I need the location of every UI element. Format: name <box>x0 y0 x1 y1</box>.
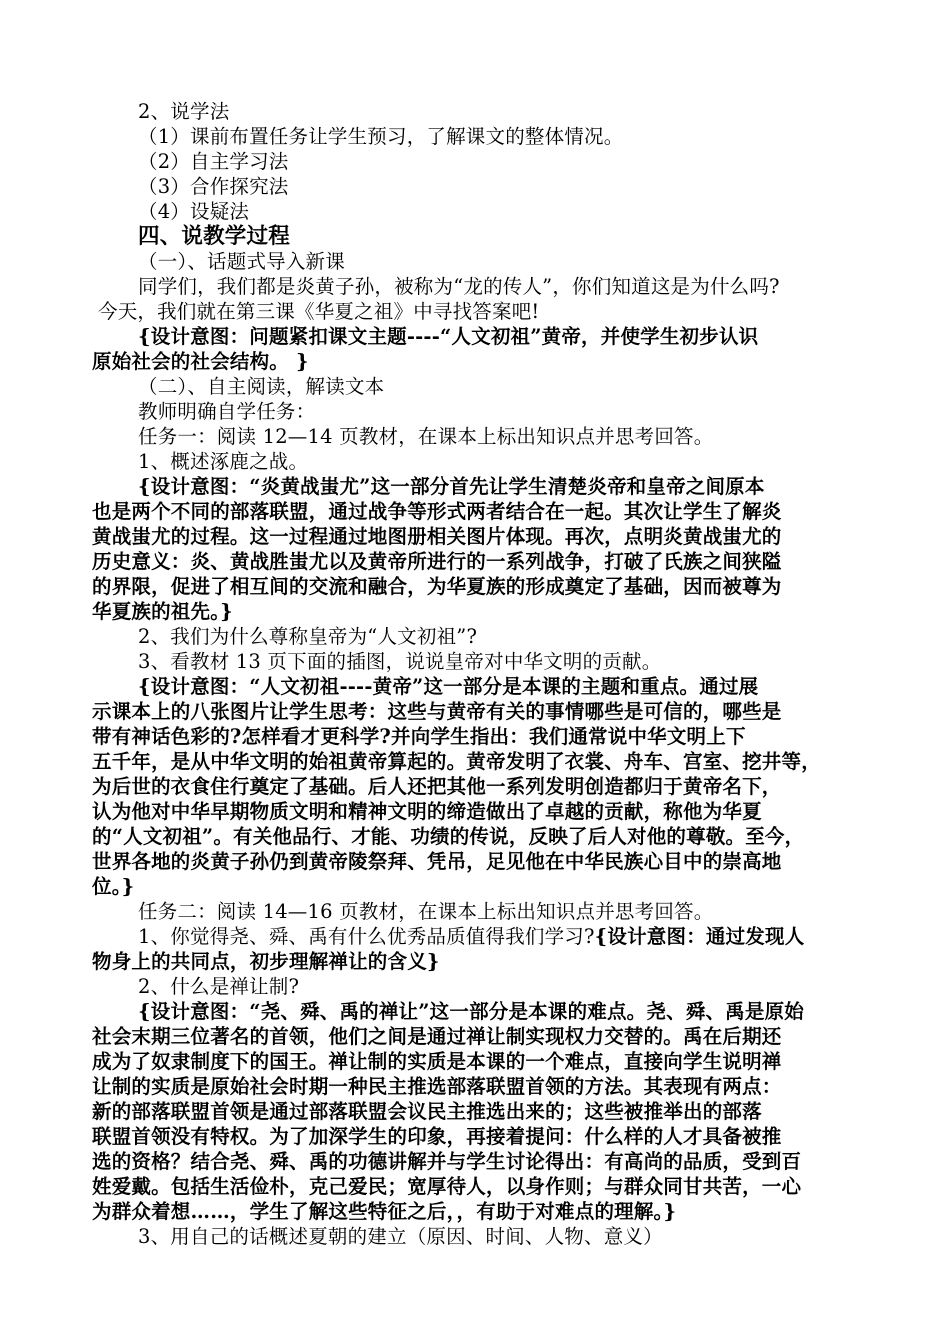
design-intent-text: 历史意义：炎、黄战胜蚩尤以及黄帝所进行的一系列战争，打破了氏族之间狭隘 <box>92 550 782 573</box>
design-intent-text: 联盟首领没有特权。为了加深学生的印象，再接着提问：什么样的人才具备被推 <box>92 1125 782 1148</box>
design-intent-text: 也是两个不同的部落联盟，通过战争等形式两者结合在一起。其次让学生了解炎 <box>92 500 782 523</box>
design-intent-text: {设计意图：通过发现人 <box>594 925 805 948</box>
design-intent-text: 为后世的衣食住行奠定了基础。后人还把其他一系列发明创造都归于黄帝名下， <box>92 775 782 798</box>
design-intent-text: 物身上的共同点，初步理解禅让的含义} <box>92 950 440 973</box>
design-intent-text: 带有神话色彩的?怎样看才更科学?并向学生指出：我们通常说中华文明上下 <box>92 725 746 748</box>
design-intent-text: {设计意图：问题紧扣课文主题----“人文初祖”黄帝，并使学生初步认识 <box>138 325 759 348</box>
design-intent-text: {设计意图：“人文初祖----黄帝”这一部分是本课的主题和重点。通过展 <box>138 675 759 698</box>
subsection-heading: （二）、自主阅读，解读文本 <box>138 375 385 398</box>
design-intent-text: 示课本上的八张图片让学生思考：这些与黄帝有关的事情哪些是可信的，哪些是 <box>92 700 782 723</box>
design-intent-text: 位。} <box>92 875 135 898</box>
text-line: 同学们，我们都是炎黄子孙，被称为“龙的传人”，你们知道这是为什么吗? <box>138 275 780 298</box>
text-line: 任务二：阅读 14—16 页教材，在课本上标出知识点并思考回答。 <box>138 900 714 923</box>
text-line: 2、什么是禅让制? <box>138 975 300 998</box>
text-line: 任务一：阅读 12—14 页教材，在课本上标出知识点并思考回答。 <box>138 425 714 448</box>
text-line: 3、用自己的话概述夏朝的建立（原因、时间、人物、意义） <box>138 1225 663 1248</box>
design-intent-text: 选的资格？结合尧、舜、禹的功德讲解并与学生讨论得出：有高尚的品质，受到百 <box>92 1150 802 1173</box>
text-line <box>138 924 804 949</box>
design-intent-text: 原始社会的社会结构。 } <box>92 350 309 373</box>
text-line: 今天，我们就在第三课《华夏之祖》中寻找答案吧! <box>98 300 540 323</box>
design-intent-text: 华夏族的祖先。} <box>92 600 233 623</box>
text-line: （4）设疑法 <box>138 200 250 223</box>
text-line: （3）合作探究法 <box>138 175 289 198</box>
design-intent-text: 世界各地的炎黄子孙仍到黄帝陵祭拜、凭吊，足见他在中华民族心目中的崇高地 <box>92 850 782 873</box>
text-line: 教师明确自学任务： <box>138 400 316 423</box>
design-intent-text: 成为了奴隶制度下的国王。禅让制的实质是本课的一个难点，直接向学生说明禅 <box>92 1050 782 1073</box>
text-line: （1）课前布置任务让学生预习，了解课文的整体情况。 <box>138 125 624 148</box>
design-intent-text: 黄战蚩尤的过程。这一过程通过地图册相关图片体现。再次，点明炎黄战蚩尤的 <box>92 525 782 548</box>
design-intent-text: 的界限，促进了相互间的交流和融合，为华夏族的形成奠定了基础，因而被尊为 <box>92 575 782 598</box>
text-line: 3、看教材 13 页下面的插图，说说皇帝对中华文明的贡献。 <box>138 650 662 673</box>
design-intent-text: 新的部落联盟首领是通过部落联盟会议民主推选出来的；这些被推举出的部落 <box>92 1100 762 1123</box>
question-text: 1、你觉得尧、舜、禹有什么优秀品质值得我们学习? <box>138 925 595 948</box>
design-intent-text: 社会末期三位著名的首领，他们之间是通过禅让制实现权力交替的。禹在后期还 <box>92 1025 782 1048</box>
design-intent-text: 为群众着想……，学生了解这些特征之后，，有助于对难点的理解。} <box>92 1200 677 1223</box>
design-intent-text: 五千年，是从中华文明的始祖黄帝算起的。黄帝发明了衣裳、舟车、宫室、挖井等， <box>92 750 821 773</box>
text-line: 2、我们为什么尊称皇帝为“人文初祖”? <box>138 625 478 648</box>
design-intent-text: {设计意图：“尧、舜、禹的禅让”这一部分是本课的难点。尧、舜、禹是原始 <box>138 1000 804 1023</box>
design-intent-text: {设计意图：“炎黄战蚩尤”这一部分首先让学生清楚炎帝和皇帝之间原本 <box>138 475 765 498</box>
design-intent-text: 让制的实质是原始社会时期一种民主推选部落联盟首领的方法。其表现有两点： <box>92 1075 782 1098</box>
section-heading: 四、说教学过程 <box>138 224 290 249</box>
text-line: （2）自主学习法 <box>138 150 289 173</box>
design-intent-text: 认为他对中华早期物质文明和精神文明的缔造做出了卓越的贡献，称他为华夏 <box>92 800 762 823</box>
subsection-heading: （一）、话题式导入新课 <box>138 250 345 273</box>
study-method-heading: 2、说学法 <box>138 100 230 123</box>
design-intent-text: 的“人文初祖”。有关他品行、才能、功绩的传说，反映了后人对他的尊敬。至今， <box>92 825 805 848</box>
design-intent-text: 姓爱戴。包括生活俭朴，克己爱民；宽厚待人，以身作则；与群众同甘共苦，一心 <box>92 1175 802 1198</box>
text-line: 1、概述涿鹿之战。 <box>138 450 309 473</box>
